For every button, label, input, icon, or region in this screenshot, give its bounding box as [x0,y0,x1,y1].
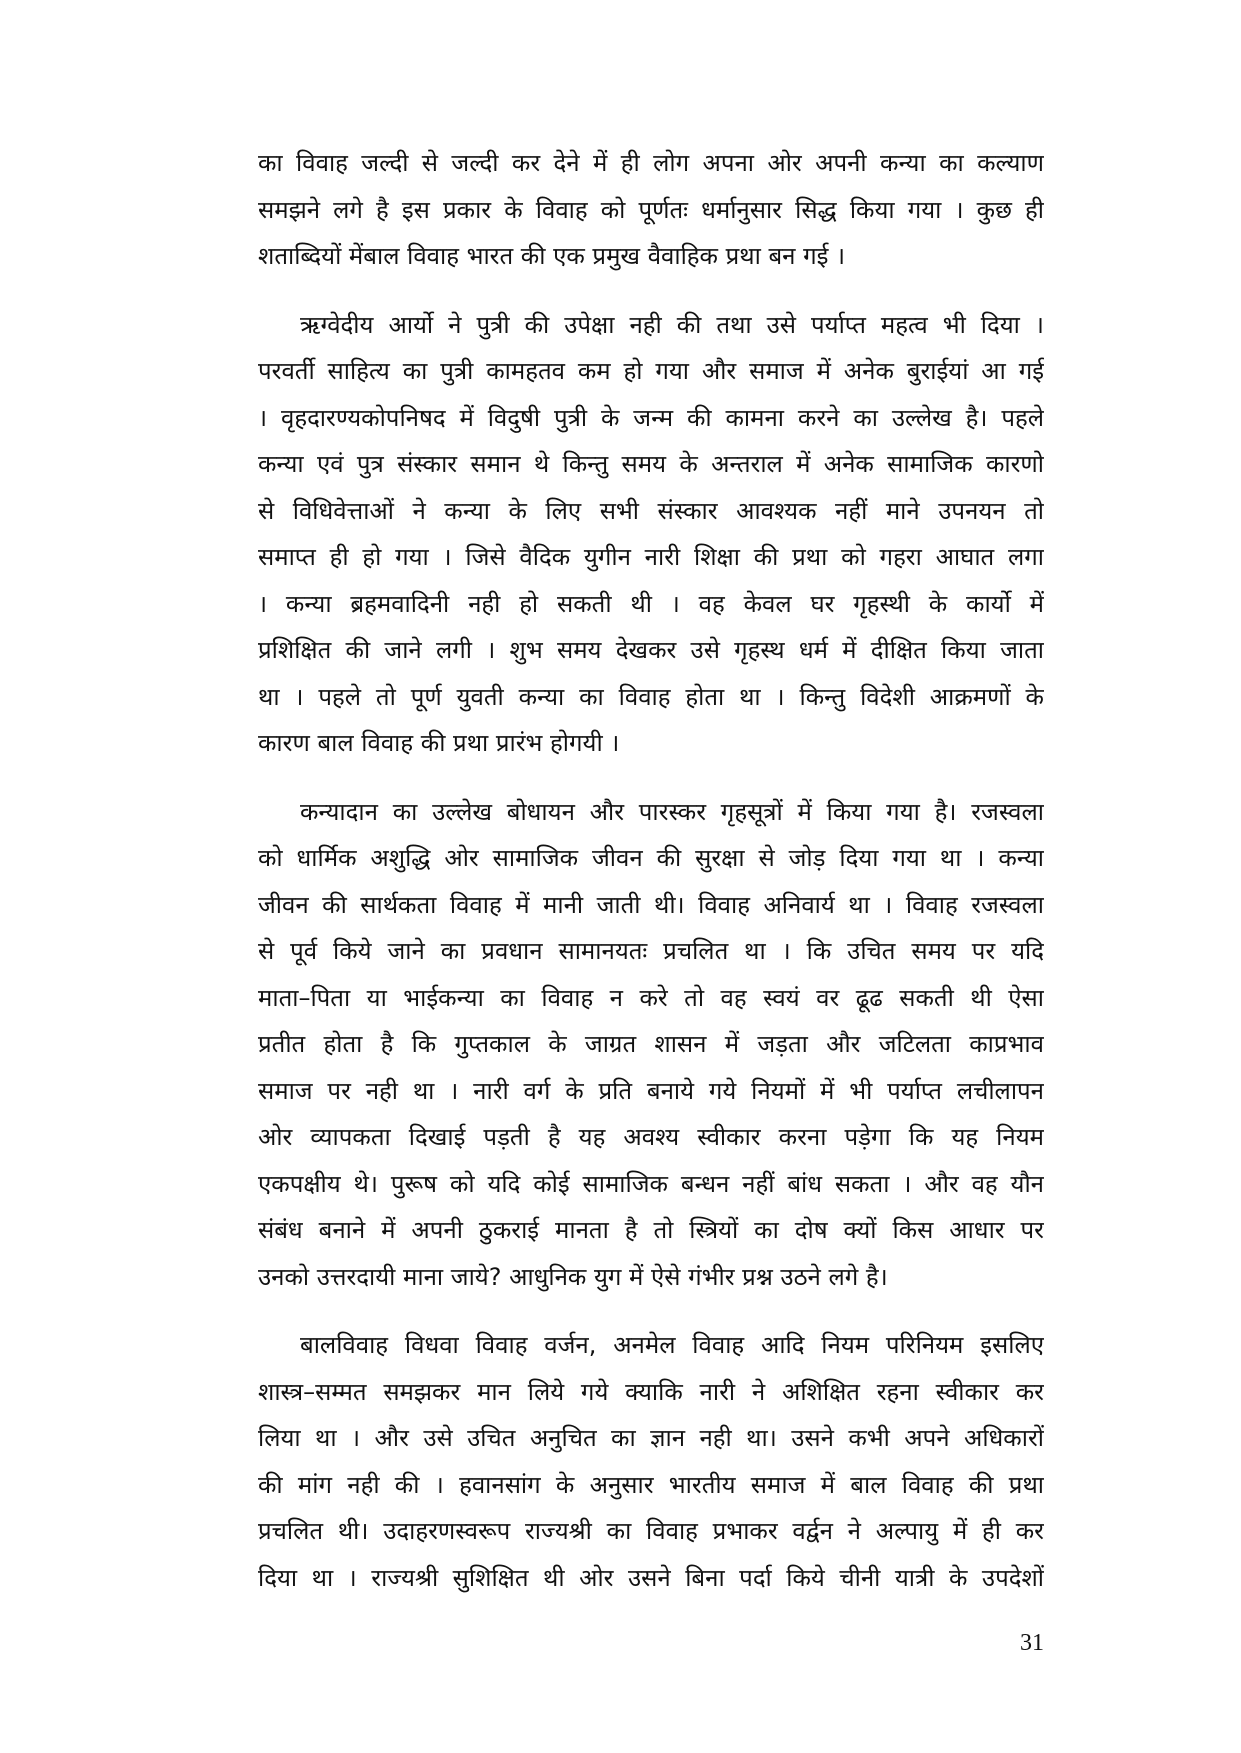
text-line: एकपक्षीय थे। पुरूष को यदि कोई सामाजिक बन्धन नहीं बांध सकता । और वह यौन [258,1169,1044,1198]
body-text [258,140,1044,1623]
paragraph [258,302,1044,767]
text-line: था । पहले तो पूर्ण युवती कन्या का विवाह होता था । किन्तु विदेशी आक्रमणों के [258,682,1044,711]
text-line: जीवन की सार्थकता विवाह में मानी जाती थी। विवाह अनिवार्य था । विवाह रजस्वला [258,890,1044,919]
text-line: परवर्ती साहित्य का पुत्री कामहतव कम हो गया और समाज में अनेक बुराईयां आ गई [258,357,1044,385]
text-line: से विधिवेत्ताओं ने कन्या के लिए सभी संस्कार आवश्यक नहीं माने उपनयन तो [258,496,1044,525]
text-line: का विवाह जल्दी से जल्दी कर देने में ही लोग अपना ओर अपनी कन्या का कल्याण [258,149,1044,177]
text-line: की मांग नही की । हवानसांग के अनुसार भारतीय समाज में बाल विवाह की प्रथा [258,1470,1044,1499]
text-line: उनको उत्तरदायी माना जाये? आधुनिक युग में ऐसे गंभीर प्रश्न उठने लगे है। [258,1262,888,1291]
text-line: से पूर्व किये जाने का प्रवधान सामानयतः प्रचलित था । कि उचित समय पर यदि [258,937,1044,965]
text-line: ओर व्यापकता दिखाई पड़ती है यह अवश्य स्वीकार करना पड़ेगा कि यह नियम [258,1123,1044,1151]
paragraph [258,789,1044,1301]
text-line: । कन्या ब्रहमवादिनी नही हो सकती थी । वह केवल घर गृहस्थी के कार्यो में [258,589,1044,618]
text-line: ऋग्वेदीय आर्यो ने पुत्री की उपेक्षा नही की तथा उसे पर्याप्त महत्व भी दिया । [300,310,1044,339]
text-line: । वृहदारण्यकोपनिषद में विदुषी पुत्री के जन्म की कामना करने का उल्लेख है। पहले [258,403,1044,432]
text-line: को धार्मिक अशुद्धि ओर सामाजिक जीवन की सुरक्षा से जोड़ दिया गया था । कन्या [258,844,1044,872]
text-line: माता–पिता या भाईकन्या का विवाह न करे तो वह स्वयं वर ढूढ सकती थी ऐसा [258,983,1044,1012]
text-line: शास्त्र–सम्मत समझकर मान लिये गये क्याकि नारी ने अशिक्षित रहना स्वीकार कर [258,1377,1044,1406]
text-line: कन्यादान का उल्लेख बोधायन और पारस्कर गृहसूत्रों में किया गया है। रजस्वला [300,797,1044,826]
paragraph [258,140,1044,280]
text-line: बालविवाह विधवा विवाह वर्जन, अनमेल विवाह आदि नियम परिनियम इसलिए [300,1331,1044,1359]
page-number: 31 [1020,1630,1044,1656]
text-line: प्रशिक्षित की जाने लगी । शुभ समय देखकर उसे गृहस्थ धर्म में दीक्षित किया जाता [258,636,1044,664]
text-line: प्रचलित थी। उदाहरणस्वरूप राज्यश्री का विवाह प्रभाकर वर्द्वन ने अल्पायु में ही कर [258,1517,1044,1545]
paragraph [258,1322,1044,1601]
text-line: प्रतीत होता है कि गुप्तकाल के जाग्रत शासन में जड़ता और जटिलता काप्रभाव [258,1030,1044,1058]
text-line: शताब्दियों मेंबाल विवाह भारत की एक प्रमुख वैवाहिक प्रथा बन गई । [258,242,846,270]
text-line: संबंध बनाने में अपनी ठुकराई मानता है तो स्त्रियों का दोष क्यों किस आधार पर [258,1216,1044,1244]
text-line: समाज पर नही था । नारी वर्ग के प्रति बनाये गये नियमों में भी पर्याप्त लचीलापन [258,1076,1044,1105]
text-line: समझने लगे है इस प्रकार के विवाह को पूर्णतः धर्मानुसार सिद्ध किया गया । कुछ ही [258,195,1044,224]
text-line: कारण बाल विवाह की प्रथा प्रारंभ होगयी । [258,729,620,757]
text-line: लिया था । और उसे उचित अनुचित का ज्ञान नही था। उसने कभी अपने अधिकारों [258,1424,1044,1452]
text-line: दिया था । राज्यश्री सुशिक्षित थी ओर उसने बिना पर्दा किये चीनी यात्री के उपदेशों [258,1563,1044,1592]
text-line: समाप्त ही हो गया । जिसे वैदिक युगीन नारी शिक्षा की प्रथा को गहरा आघात लगा [258,543,1044,571]
text-line: कन्या एवं पुत्र संस्कार समान थे किन्तु समय के अन्तराल में अनेक सामाजिक कारणो [258,450,1044,478]
